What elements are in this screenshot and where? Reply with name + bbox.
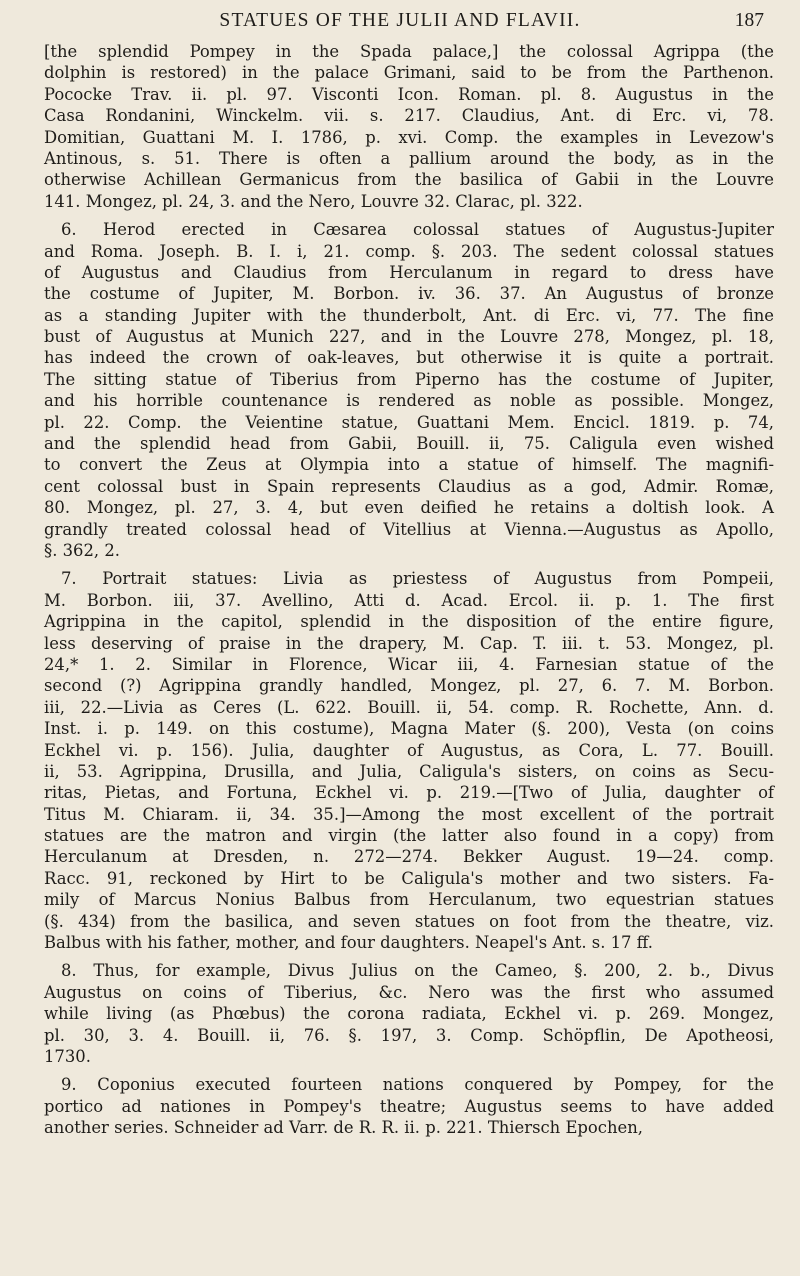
text-line: 141. Mongez, pl. 24, 3. and the Nero, Louvre 32. Clarac, pl. 322. (44, 191, 583, 211)
text-line: otherwise Achillean Germanicus from the basilica of Gabii in the Louvre (44, 170, 774, 190)
text-line: mily of Marcus Nonius Balbus from Herculanum, two equestrian statues (44, 890, 774, 910)
text-line: Herculanum at Dresden, n. 272—274. Bekker August. 19—24. comp. (44, 847, 774, 867)
text-line: second (?) Agrippina grandly handled, Mongez, pl. 27, 6. 7. M. Borbon. (44, 676, 774, 696)
text-line: M. Borbon. iii, 37. Avellino, Atti d. Acad. Ercol. ii. p. 1. The first (44, 590, 774, 610)
text-line: Casa Rondanini, Winckelm. vii. s. 217. Claudius, Ant. di Erc. vi, 78. (44, 106, 774, 126)
paragraph (44, 41, 774, 212)
paragraph (44, 1074, 774, 1138)
text-line: another series. Schneider ad Varr. de R. R. ii. p. 221. Thiersch Epochen, (44, 1118, 643, 1138)
text-line: Inst. i. p. 149. on this costume), Magna Mater (§. 200), Vesta (on coins (44, 719, 774, 739)
text-line: Eckhel vi. p. 156). Julia, daughter of Augustus, as Cora, L. 77. Bouill. (44, 740, 774, 760)
text-line: while living (as Phœbus) the corona radiata, Eckhel vi. p. 269. Mongez, (44, 1004, 774, 1024)
text-line: Augustus on coins of Tiberius, &c. Nero was the first who assumed (44, 982, 774, 1002)
text-line: as a standing Jupiter with the thunderbolt, Ant. di Erc. vi, 77. The fine (44, 305, 774, 325)
text-line: ii, 53. Agrippina, Drusilla, and Julia, Caligula's sisters, on coins as Secu- (44, 761, 774, 781)
text-line: ritas, Pietas, and Fortuna, Eckhel vi. p. 219.—[Two of Julia, daughter of (44, 783, 774, 803)
text-line: §. 362, 2. (44, 540, 120, 560)
text-line: (§. 434) from the basilica, and seven statues on foot from the theatre, viz. (44, 911, 774, 931)
text-line: less deserving of praise in the drapery, M. Cap. T. iii. t. 53. Mongez, pl. (44, 633, 774, 653)
text-line: 7. Portrait statues: Livia as priestess of Augustus from Pompeii, (61, 569, 774, 589)
page-number: 187 (734, 10, 764, 31)
text-line: Racc. 91, reckoned by Hirt to be Caligula's mother and two sisters. Fa- (44, 868, 774, 888)
running-title: STATUES OF THE JULII AND FLAVII. (219, 10, 581, 31)
text-line: 80. Mongez, pl. 27, 3. 4, but even deified he retains a doltish look. A (44, 498, 774, 518)
text-line: Titus M. Chiaram. ii, 34. 35.]—Among the most excellent of the portrait (44, 804, 774, 824)
text-line: Agrippina in the capitol, splendid in the disposition of the entire figure, (44, 612, 774, 632)
text-line: The sitting statue of Tiberius from Piperno has the costume of Jupiter, (44, 369, 774, 389)
text-line: and Roma. Joseph. B. I. i, 21. comp. §. 203. The sedent colossal statues (44, 241, 774, 261)
text-line: 1730. (44, 1046, 91, 1066)
text-line: Antinous, s. 51. There is often a pallium around the body, as in the (44, 148, 774, 168)
text-line: iii, 22.—Livia as Ceres (L. 622. Bouill. ii, 54. comp. R. Rochette, Ann. d. (44, 697, 774, 717)
text-line: and his horrible countenance is rendered as noble as possible. Mongez, (44, 391, 774, 411)
paragraph (44, 960, 774, 1067)
text-line: the costume of Jupiter, M. Borbon. iv. 36. 37. An Augustus of bronze (44, 284, 774, 304)
text-line: 24,* 1. 2. Similar in Florence, Wicar iii, 4. Farnesian statue of the (44, 654, 774, 674)
paragraph (44, 219, 774, 561)
text-line: pl. 22. Comp. the Veientine statue, Guattani Mem. Encicl. 1819. p. 74, (44, 412, 774, 432)
text-line: 6. Herod erected in Cæsarea colossal statues of Augustus-Jupiter (61, 220, 774, 240)
paragraph (44, 568, 774, 953)
text-line: Balbus with his father, mother, and four daughters. Neapel's Ant. s. 17 ff. (44, 933, 653, 953)
text-line: 9. Coponius executed fourteen nations conquered by Pompey, for the (61, 1075, 774, 1095)
text-line: pl. 30, 3. 4. Bouill. ii, 76. §. 197, 3. Comp. Schöpflin, De Apotheosi, (44, 1025, 774, 1045)
running-head (0, 8, 800, 38)
text-line: [the splendid Pompey in the Spada palace,] the colossal Agrippa (the (44, 42, 774, 61)
text-line: cent colossal bust in Spain represents Claudius as a god, Admir. Romæ, (44, 476, 774, 496)
body-text (44, 41, 774, 1146)
text-line: grandly treated colossal head of Vitellius at Vienna.—Augustus as Apollo, (44, 519, 774, 539)
text-line: bust of Augustus at Munich 227, and in the Louvre 278, Mongez, pl. 18, (44, 327, 774, 347)
text-line: to convert the Zeus at Olympia into a statue of himself. The magnifi- (44, 455, 774, 475)
text-line: Domitian, Guattani M. I. 1786, p. xvi. Comp. the examples in Levezow's (44, 127, 774, 147)
text-line: dolphin is restored) in the palace Grimani, said to be from the Parthenon. (44, 63, 774, 83)
text-line: 8. Thus, for example, Divus Julius on the Cameo, §. 200, 2. b., Divus (61, 961, 774, 981)
text-line: statues are the matron and virgin (the latter also found in a copy) from (44, 826, 774, 846)
text-line: of Augustus and Claudius from Herculanum in regard to dress have (44, 262, 774, 282)
text-line: Pococke Trav. ii. pl. 97. Visconti Icon. Roman. pl. 8. Augustus in the (44, 84, 774, 104)
text-line: portico ad nationes in Pompey's theatre; Augustus seems to have added (44, 1096, 774, 1116)
text-line: and the splendid head from Gabii, Bouill. ii, 75. Caligula even wished (44, 434, 774, 454)
text-line: has indeed the crown of oak-leaves, but otherwise it is quite a portrait. (44, 348, 774, 368)
